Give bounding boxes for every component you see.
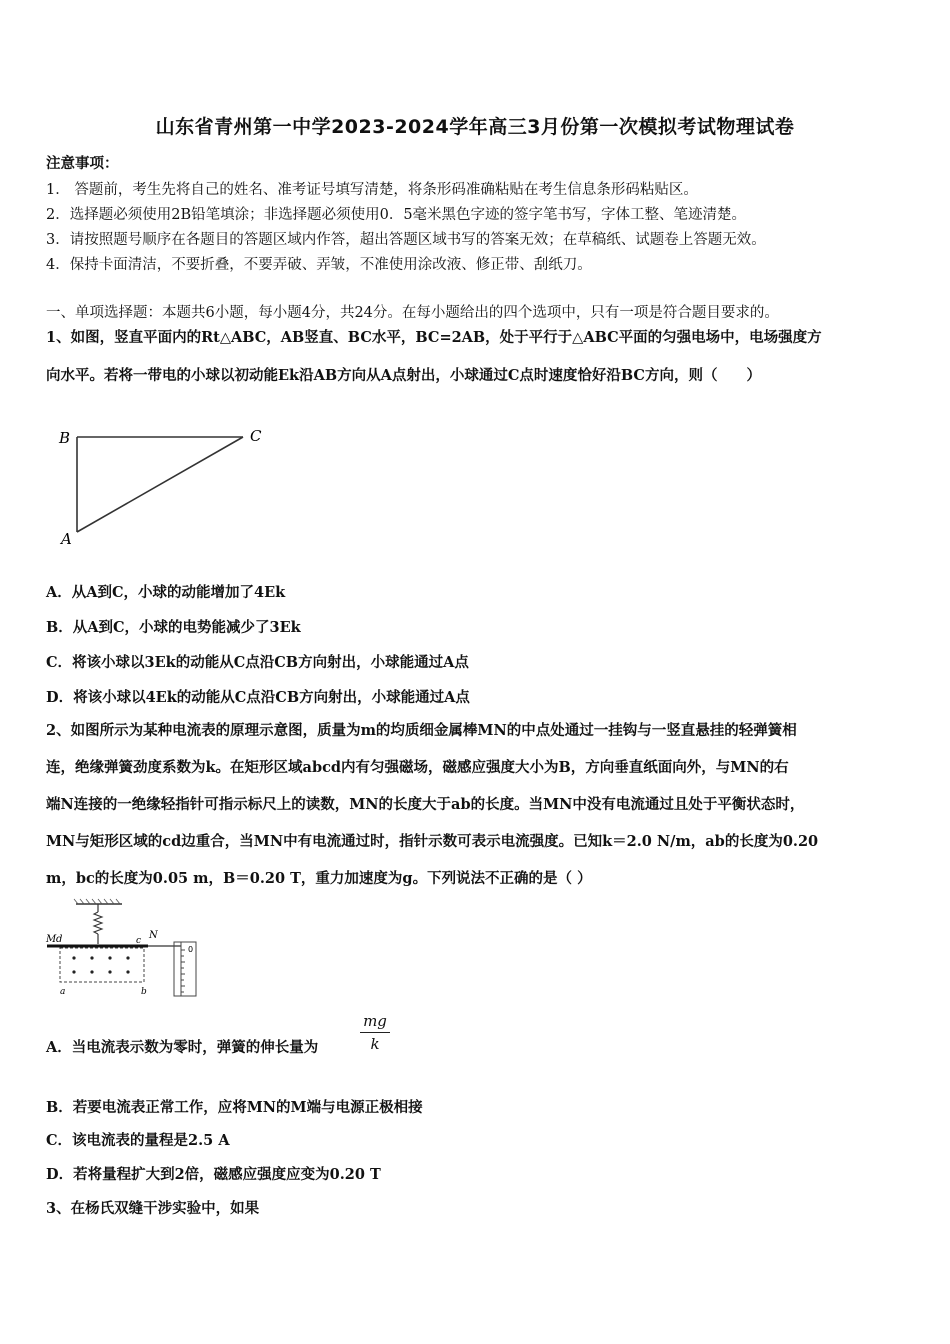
q1-option-d: D．将该小球以4Ek的动能从C点沿CB方向射出，小球能通过A点 (46, 689, 470, 706)
fraction-denominator: k (370, 1035, 380, 1053)
q3-stem: 3、在杨氏双缝干涉实验中，如果 (46, 1200, 260, 1217)
scale-ticks (181, 950, 185, 992)
q2-stem-line-3: 端N连接的一绝缘轻指针可指示标尺上的读数，MN的长度大于ab的长度。当MN中没有电流通过且处于平衡状态时， (46, 796, 805, 813)
q2-option-d: D．若将量程扩大到2倍，磁感应强度应变为0.20 T (46, 1166, 381, 1183)
q2-option-c: C．该电流表的量程是2.5 A (46, 1132, 230, 1149)
label-n: N (149, 930, 158, 941)
q1-stem-line-2: 向水平。若将一带电的小球以初动能Ek沿AB方向从A点射出，小球通过C点时速度恰好沿BC方向，则（ ） (46, 367, 761, 384)
field-region-abcd (60, 948, 144, 982)
label-m: M (46, 934, 57, 945)
label-a: A (61, 530, 72, 548)
fraction-numerator: mg (360, 1012, 390, 1033)
q2-stem-line-2: 连，绝缘弹簧劲度系数为k。在矩形区域abcd内有匀强磁场，磁感应强度大小为B，方向垂直纸面向外，与MN的右 (46, 759, 789, 776)
section-heading: 一、单项选择题：本题共6小题，每小题4分，共24分。在每小题给出的四个选项中，只有一项是符合题目要求的。 (46, 305, 779, 321)
spring-coil (94, 912, 102, 934)
label-c: C (250, 427, 262, 445)
ceiling-hatch (74, 899, 120, 904)
q1-option-b: B．从A到C，小球的电势能减少了3Ek (46, 619, 301, 636)
notes-heading: 注意事项： (46, 155, 119, 172)
note-item-4: 4．保持卡面清洁，不要折叠，不要弄破、弄皱，不准使用涂改液、修正带、刮纸刀。 (46, 257, 592, 273)
exam-title: 山东省青州第一中学2023-2024学年高三3月份第一次模拟考试物理试卷 (155, 116, 795, 138)
fraction-mg-over-k (360, 1012, 390, 1053)
q2-ammeter-figure (44, 898, 214, 1003)
q1-option-c: C．将该小球以3Ek的动能从C点沿CB方向射出，小球能通过A点 (46, 654, 469, 671)
label-a: a (60, 987, 66, 997)
q1-triangle-figure (50, 408, 280, 558)
label-d: d (56, 934, 63, 945)
q2-stem-line-5: m，bc的长度为0.05 m，B＝0.20 T，重力加速度为g。下列说法不正确的是（ ） (46, 870, 592, 887)
q2-stem-line-1: 2、如图所示为某种电流表的原理示意图，质量为m的均质细金属棒MN的中点处通过一挂钩与一竖直悬挂的轻弹簧相 (46, 722, 797, 739)
label-b: b (141, 987, 147, 997)
label-b: B (59, 429, 71, 447)
note-item-3: 3．请按照题号顺序在各题目的答题区域内作答，超出答题区域书写的答案无效；在草稿纸、试题卷上答题无效。 (46, 232, 766, 248)
note-item-2: 2．选择题必须使用2B铅笔填涂；非选择题必须使用0．5毫米黑色字迹的签字笔书写，字体工整、笔迹清楚。 (46, 207, 747, 223)
q2-stem-line-4: MN与矩形区域的cd边重合，当MN中有电流通过时，指针示数可表示电流强度。已知k＝2.0 N/m，ab的长度为0.20 (46, 833, 819, 850)
q1-option-a: A．从A到C，小球的动能增加了4Ek (46, 584, 286, 601)
q1-stem-line-1: 1、如图，竖直平面内的Rt△ABC，AB竖直、BC水平，BC=2AB，处于平行于△ABC平面的匀强电场中，电场强度方 (46, 329, 822, 346)
q2-option-b: B．若要电流表正常工作，应将MN的M端与电源正极相接 (46, 1099, 423, 1116)
field-dots (72, 956, 129, 973)
q2-option-a: A．当电流表示数为零时，弹簧的伸长量为 (46, 1039, 319, 1056)
triangle-side-ac (77, 437, 243, 532)
note-item-1: 1． 答题前，考生先将自己的姓名、准考证号填写清楚，将条形码准确粘贴在考生信息条形码粘贴区。 (46, 182, 698, 198)
scale-zero-label: 0 (188, 945, 194, 954)
label-c: c (136, 936, 142, 946)
